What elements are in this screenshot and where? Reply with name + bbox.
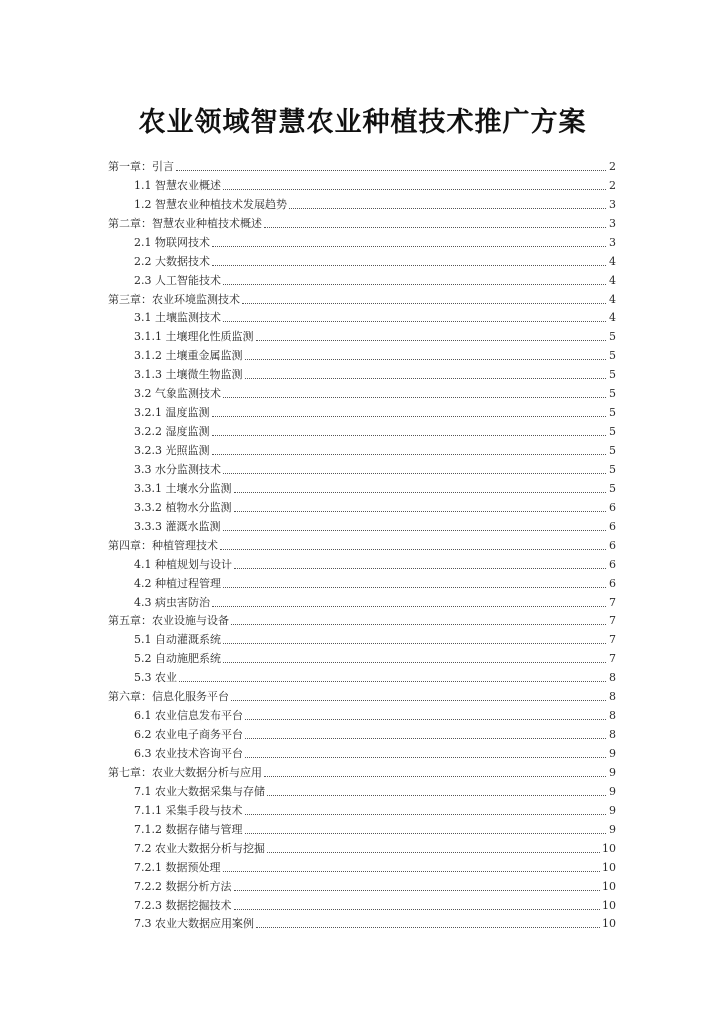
toc-entry-page-number: 4 — [609, 311, 616, 325]
toc-entry-page-number: 2 — [609, 159, 616, 173]
toc-entry-page-number: 3 — [609, 197, 616, 211]
toc-section-entry[interactable] — [108, 231, 616, 250]
toc-entry-label: 6.1 农业信息发布平台 — [134, 709, 243, 723]
toc-entry-page-number: 5 — [609, 462, 616, 476]
toc-entry-label: 3.2.3 光照监测 — [134, 444, 210, 457]
toc-entry-label: 5.1 自动灌溉系统 — [134, 633, 221, 647]
toc-chapter-entry[interactable] — [108, 212, 616, 231]
toc-entry-page-number: 7 — [609, 633, 616, 647]
toc-dot-leader — [245, 377, 607, 379]
toc-dot-leader — [245, 358, 607, 360]
toc-dot-leader — [245, 718, 606, 720]
toc-entry-label: 2.3 人工智能技术 — [134, 273, 221, 287]
toc-section-entry[interactable] — [108, 856, 616, 875]
toc-chapter-entry[interactable] — [108, 610, 616, 629]
toc-entry-label: 2.2 大数据技术 — [134, 254, 210, 268]
toc-entry-label: 5.2 自动施肥系统 — [134, 652, 221, 666]
toc-dot-leader — [231, 623, 606, 625]
toc-section-entry[interactable] — [108, 647, 616, 666]
toc-section-entry[interactable] — [108, 723, 616, 742]
toc-section-entry[interactable] — [108, 818, 616, 837]
toc-entry-page-number: 10 — [602, 917, 616, 931]
toc-section-entry[interactable] — [108, 837, 616, 856]
toc-entry-page-number: 9 — [609, 747, 616, 760]
toc-section-entry[interactable] — [108, 572, 616, 591]
toc-entry-page-number: 10 — [602, 860, 616, 874]
toc-dot-leader — [267, 794, 606, 796]
toc-dot-leader — [256, 926, 600, 928]
toc-entry-page-number: 9 — [609, 803, 616, 817]
toc-dot-leader — [231, 699, 606, 701]
toc-dot-leader — [245, 737, 606, 739]
toc-dot-leader — [234, 567, 606, 569]
toc-dot-leader — [264, 226, 606, 228]
table-of-contents — [108, 155, 616, 931]
toc-entry-page-number: 4 — [609, 292, 616, 306]
toc-section-entry[interactable] — [108, 458, 616, 477]
toc-section-entry[interactable] — [108, 382, 616, 401]
toc-entry-label: 3.3.2 植物水分监测 — [134, 500, 232, 514]
toc-chapter-entry[interactable] — [108, 761, 616, 780]
toc-dot-leader — [245, 756, 606, 758]
toc-entry-page-number: 5 — [609, 349, 616, 363]
toc-entry-label: 6.2 农业电子商务平台 — [134, 728, 243, 742]
toc-entry-page-number: 9 — [609, 765, 616, 779]
toc-dot-leader — [223, 870, 601, 872]
toc-entry-page-number: 6 — [609, 519, 616, 533]
toc-entry-page-number: 3 — [609, 216, 616, 230]
toc-entry-page-number: 2 — [609, 178, 616, 192]
toc-entry-label: 4.1 种植规划与设计 — [134, 557, 232, 571]
toc-dot-leader — [234, 889, 601, 891]
toc-section-entry[interactable] — [108, 628, 616, 647]
toc-section-entry[interactable] — [108, 269, 616, 288]
toc-section-entry[interactable] — [108, 344, 616, 363]
toc-entry-label: 3.1.1 土壤理化性质监测 — [134, 330, 254, 344]
toc-section-entry[interactable] — [108, 591, 616, 610]
toc-entry-label: 第一章：引言 — [108, 159, 174, 173]
toc-entry-page-number: 5 — [609, 444, 616, 457]
toc-entry-label: 7.1.2 数据存储与管理 — [134, 822, 243, 836]
toc-entry-page-number: 6 — [609, 576, 616, 590]
toc-dot-leader — [220, 548, 606, 550]
toc-entry-page-number: 4 — [609, 273, 616, 287]
toc-entry-page-number: 8 — [609, 671, 616, 685]
toc-entry-label: 4.3 病虫害防治 — [134, 595, 210, 609]
toc-dot-leader — [234, 510, 607, 512]
toc-entry-label: 7.2 农业大数据分析与挖掘 — [134, 841, 265, 855]
toc-section-entry[interactable] — [108, 401, 616, 420]
toc-dot-leader — [223, 472, 606, 474]
toc-dot-leader — [212, 605, 606, 607]
toc-entry-label: 7.2.3 数据挖掘技术 — [134, 898, 232, 912]
toc-entry-label: 3.1.3 土壤微生物监测 — [134, 368, 243, 382]
toc-entry-page-number: 6 — [609, 500, 616, 514]
toc-dot-leader — [245, 832, 607, 834]
toc-dot-leader — [212, 434, 607, 436]
toc-section-entry[interactable] — [108, 875, 616, 894]
toc-entry-page-number: 8 — [609, 728, 616, 742]
toc-entry-label: 7.3 农业大数据应用案例 — [134, 917, 254, 931]
toc-entry-page-number: 10 — [602, 879, 616, 893]
toc-entry-page-number: 8 — [609, 709, 616, 723]
toc-dot-leader — [234, 908, 601, 910]
toc-entry-page-number: 5 — [609, 425, 616, 439]
toc-entry-page-number: 6 — [609, 557, 616, 571]
toc-entry-label: 5.3 农业 — [134, 671, 177, 685]
toc-section-entry[interactable] — [108, 439, 616, 458]
toc-entry-label: 3.3 水分监测技术 — [134, 462, 221, 476]
toc-dot-leader — [245, 813, 607, 815]
toc-entry-page-number: 10 — [602, 898, 616, 912]
document-title: 农业领域智慧农业种植技术推广方案 — [138, 107, 587, 138]
toc-section-entry[interactable] — [108, 742, 616, 761]
toc-entry-label: 第六章：信息化服务平台 — [108, 690, 229, 704]
toc-entry-label: 第二章：智慧农业种植技术概述 — [108, 216, 262, 230]
toc-dot-leader — [267, 851, 600, 853]
toc-entry-label: 第七章：农业大数据分析与应用 — [108, 765, 262, 779]
toc-dot-leader — [212, 453, 607, 455]
toc-entry-label: 3.3.1 土壤水分监测 — [134, 481, 232, 495]
toc-entry-page-number: 8 — [609, 690, 616, 704]
toc-entry-page-number: 10 — [602, 841, 616, 855]
toc-entry-label: 第四章：种植管理技术 — [108, 538, 218, 552]
toc-entry-page-number: 9 — [609, 822, 616, 836]
toc-entry-page-number: 5 — [609, 481, 616, 495]
toc-dot-leader — [223, 642, 606, 644]
toc-section-entry[interactable] — [108, 799, 616, 818]
toc-section-entry[interactable] — [108, 780, 616, 799]
toc-section-entry[interactable] — [108, 666, 616, 685]
toc-entry-label: 7.2.2 数据分析方法 — [134, 879, 232, 893]
toc-entry-label: 3.2 气象监测技术 — [134, 387, 221, 401]
toc-chapter-entry[interactable] — [108, 685, 616, 704]
toc-chapter-entry[interactable] — [108, 155, 616, 174]
toc-entry-page-number: 7 — [609, 614, 616, 628]
toc-section-entry[interactable] — [108, 913, 616, 932]
toc-entry-label: 7.1.1 采集手段与技术 — [134, 803, 243, 817]
toc-section-entry[interactable] — [108, 477, 616, 496]
toc-dot-leader — [256, 339, 607, 341]
toc-entry-label: 2.1 物联网技术 — [134, 235, 210, 249]
toc-entry-page-number: 4 — [609, 254, 616, 268]
toc-entry-page-number: 7 — [609, 595, 616, 609]
toc-entry-label: 6.3 农业技术咨询平台 — [134, 747, 243, 760]
toc-dot-leader — [212, 245, 606, 247]
toc-dot-leader — [212, 415, 607, 417]
toc-entry-label: 3.1.2 土壤重金属监测 — [134, 349, 243, 363]
toc-entry-page-number: 7 — [609, 652, 616, 666]
toc-section-entry[interactable] — [108, 704, 616, 723]
toc-entry-label: 第五章：农业设施与设备 — [108, 614, 229, 628]
toc-section-entry[interactable] — [108, 307, 616, 326]
toc-dot-leader — [223, 661, 606, 663]
toc-entry-page-number: 9 — [609, 784, 616, 798]
toc-dot-leader — [242, 302, 606, 304]
toc-section-entry[interactable] — [108, 553, 616, 572]
toc-entry-page-number: 5 — [609, 368, 616, 382]
toc-dot-leader — [289, 207, 606, 209]
toc-chapter-entry[interactable] — [108, 534, 616, 553]
toc-dot-leader — [212, 264, 606, 266]
toc-entry-label: 3.2.2 湿度监测 — [134, 425, 210, 439]
toc-section-entry[interactable] — [108, 250, 616, 269]
toc-entry-page-number: 5 — [609, 330, 616, 344]
toc-entry-label: 1.2 智慧农业种植技术发展趋势 — [134, 197, 287, 211]
toc-entry-page-number: 5 — [609, 406, 616, 420]
toc-section-entry[interactable] — [108, 496, 616, 515]
toc-dot-leader — [223, 320, 606, 322]
toc-entry-label: 7.1 农业大数据采集与存储 — [134, 784, 265, 798]
toc-dot-leader — [223, 586, 606, 588]
toc-section-entry[interactable] — [108, 363, 616, 382]
toc-section-entry[interactable] — [108, 420, 616, 439]
toc-entry-page-number: 6 — [609, 538, 616, 552]
toc-dot-leader — [264, 775, 606, 777]
toc-section-entry[interactable] — [108, 174, 616, 193]
toc-entry-page-number: 3 — [609, 235, 616, 249]
toc-dot-leader — [179, 680, 606, 682]
toc-section-entry[interactable] — [108, 193, 616, 212]
toc-chapter-entry[interactable] — [108, 288, 616, 307]
toc-dot-leader — [176, 169, 606, 171]
toc-section-entry[interactable] — [108, 325, 616, 344]
toc-entry-label: 3.3.3 灌溉水监测 — [134, 519, 221, 533]
toc-entry-label: 3.2.1 温度监测 — [134, 406, 210, 420]
toc-entry-label: 1.1 智慧农业概述 — [134, 178, 221, 192]
toc-section-entry[interactable] — [108, 515, 616, 534]
toc-dot-leader — [223, 396, 606, 398]
toc-entry-label: 3.1 土壤监测技术 — [134, 311, 221, 325]
toc-dot-leader — [223, 188, 606, 190]
toc-entry-label: 7.2.1 数据预处理 — [134, 860, 221, 874]
toc-entry-page-number: 5 — [609, 387, 616, 401]
toc-dot-leader — [234, 491, 607, 493]
toc-entry-label: 第三章：农业环境监测技术 — [108, 292, 240, 306]
toc-dot-leader — [223, 529, 607, 531]
toc-section-entry[interactable] — [108, 894, 616, 913]
toc-entry-label: 4.2 种植过程管理 — [134, 576, 221, 590]
toc-dot-leader — [223, 283, 606, 285]
